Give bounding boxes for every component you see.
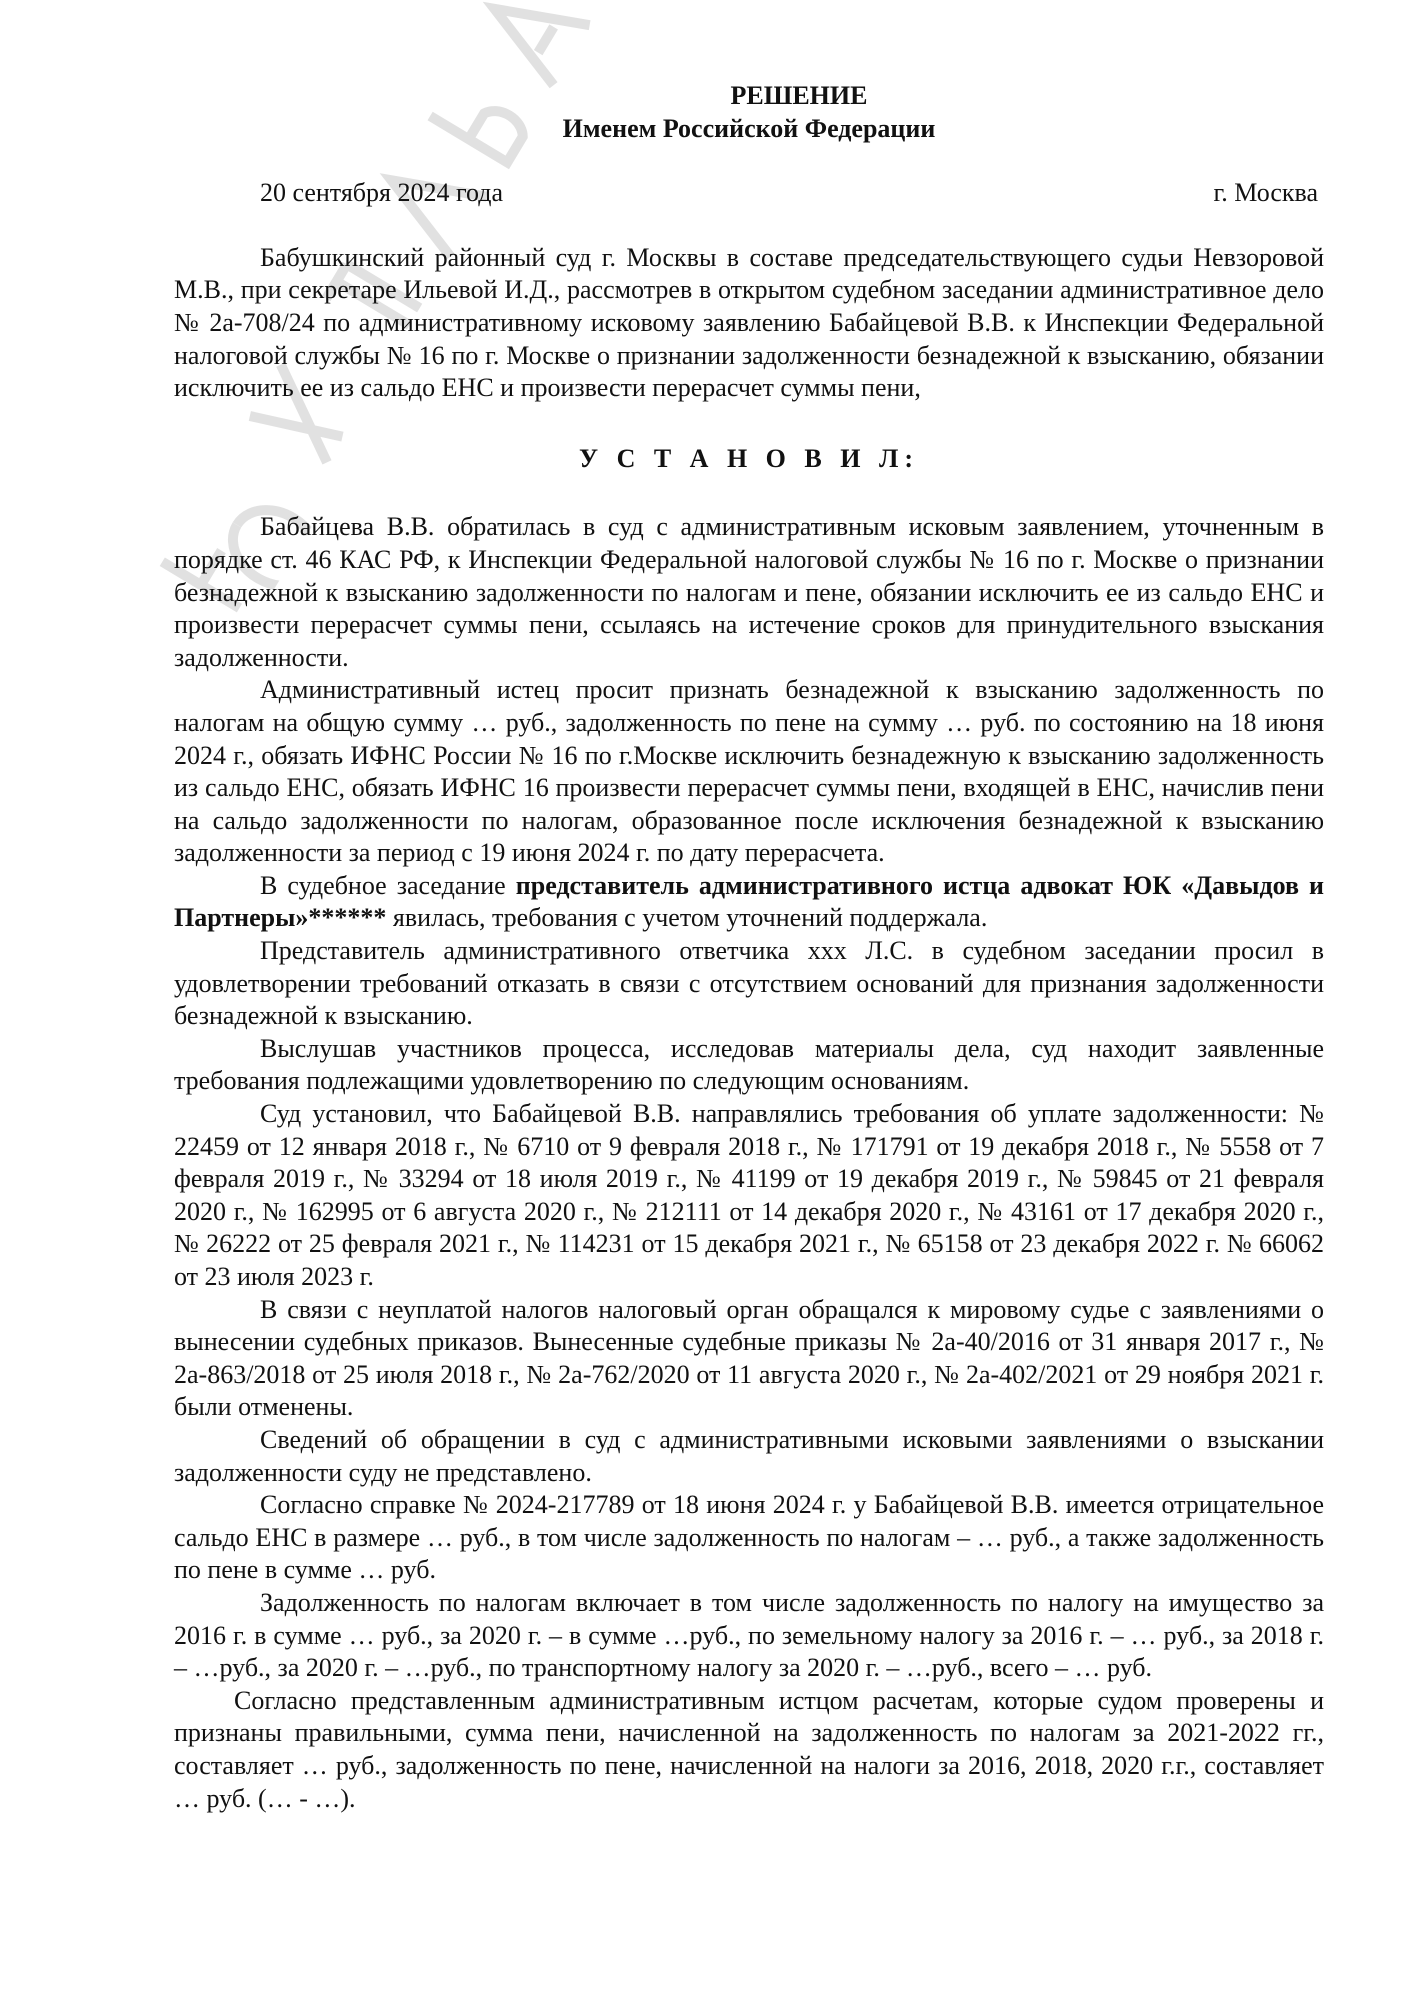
bold-text: представитель административного истца адвокат ЮК «Давыдов и Партнеры»****** [174, 870, 1324, 933]
paragraph: В связи с неуплатой налогов налоговый орган обращался к мировому судье с заявлениями о вынесении судебных приказов. Вынесенные судебные приказы № 2а-40/2016 от 31 января 2017 г., № 2а-863/2018 от 25 июля 2018 г., № 2а-762/2020 от 11 августа 2020 г., № 2а-402/2021 от 29 ноября 2021 г. были отменены. [174, 1294, 1324, 1422]
decision-date: 20 сентября 2024 года [260, 178, 504, 208]
date-place-line [174, 177, 1324, 210]
paragraph: Сведений об обращении в суд с административными исковыми заявлениями о взыскании задолженности суду не представлено. [174, 1424, 1324, 1487]
paragraph: Задолженность по налогам включает в том числе задолженность по налогу на имущество за 2016 г. в сумме … руб., за 2020 г. – в сумме …руб., по земельному налогу за 2016 г. – … руб., за 2018 г. – …руб., за 2020 г. – …руб., по транспортному налогу за 2020 г. – …руб., всего – … руб. [174, 1587, 1324, 1683]
paragraph: Согласно справке № 2024-217789 от 18 июня 2024 г. у Бабайцевой В.В. имеется отрицательное сальдо ЕНС в размере … руб., в том числе задолженность по налогам – … руб., а также задолженность по пене в сумме … руб. [174, 1490, 1324, 1585]
text-span: явилась, требования с учетом уточнений поддержала. [386, 903, 988, 933]
document-title: РЕШЕНИЕ [730, 81, 868, 110]
paragraph: Административный истец просит признать безнадежной к взысканию задолженность по налогам на общую сумму … руб., задолженность по пене на сумму … руб. по состоянию на 18 июня 2024 г., обязать ИФНС России № 16 по г.Москве исключить безнадежную к взысканию задолженность из сальдо ЕНС, обязать ИФНС 16 произвести перерасчет суммы пени, входящей в ЕНС, начислив пени на сальдо задолженности по налогам, образованное после исключения безнадежной к взысканию задолженности за период с 19 июня 2024 г. по дату перерасчета. [174, 675, 1324, 868]
paragraph: Выслушав участников процесса, исследовав материалы дела, суд находит заявленные требования подлежащими удовлетворению по следующим основаниям. [174, 1033, 1324, 1096]
decision-place: г. Москва [1213, 178, 1318, 208]
representative-paragraph [174, 870, 1324, 935]
text-span: В судебное заседание [260, 870, 516, 900]
document-subtitle: Именем Российской Федерации [562, 113, 936, 143]
paragraph: Бабайцева В.В. обратилась в суд с административным исковым заявлением, уточненным в порядке ст. 46 КАС РФ, к Инспекции Федеральной налоговой службы № 16 по г. Москве о признании безнадежной к взысканию задолженности по налогам и пене, обязании исключить ее из сальдо ЕНС и произвести перерасчет суммы пени, ссылаясь на истечение сроков для принудительного взыскания задолженности. [174, 512, 1324, 672]
section-heading: У С Т А Н О В И Л: [578, 443, 920, 473]
intro-paragraph: Бабушкинский районный суд г. Москвы в составе председательствующего судьи Невзоровой М.В., при секретаре Ильевой И.Д., рассмотрев в открытом судебном заседании административное дело № 2а-708/24 по административному исковому заявлению Бабайцевой В.В. к Инспекции Федеральной налоговой службы № 16 по г. Москве о признании задолженности безнадежной к взысканию, обязании исключить ее из сальдо ЕНС и произвести перерасчет суммы пени, [174, 242, 1324, 403]
paragraph: Представитель административного ответчика ххх Л.С. в судебном заседании просил в удовлетворении требований отказать в связи с отсутствием оснований для признания задолженности безнадежной к взысканию. [174, 936, 1324, 1031]
paragraph: Суд установил, что Бабайцевой В.В. направлялись требования об уплате задолженности: № 22459 от 12 января 2018 г., № 6710 от 9 февраля 2018 г., № 171791 от 19 декабря 2018 г., № 5558 от 7 февраля 2019 г., № 33294 от 18 июля 2019 г., № 41199 от 19 декабря 2019 г., № 59845 от 21 февраля 2020 г., № 162995 от 6 августа 2020 г., № 212111 от 14 декабря 2020 г., № 43161 от 17 декабря 2020 г., № 26222 от 25 февраля 2021 г., № 114231 от 15 декабря 2021 г., № 65158 от 23 декабря 2022 г. № 66062 от 23 июля 2023 г. [174, 1099, 1324, 1291]
paragraph: Согласно представленным административным истцом расчетам, которые судом проверены и признаны правильными, сумма пени, начисленной на задолженность по налогам за 2021-2022 гг., составляет … руб., задолженность по пене, начисленной на налоги за 2016, 2018, 2020 г.г., составляет … руб. (… - …). [174, 1685, 1324, 1813]
document-page [174, 80, 1324, 1815]
